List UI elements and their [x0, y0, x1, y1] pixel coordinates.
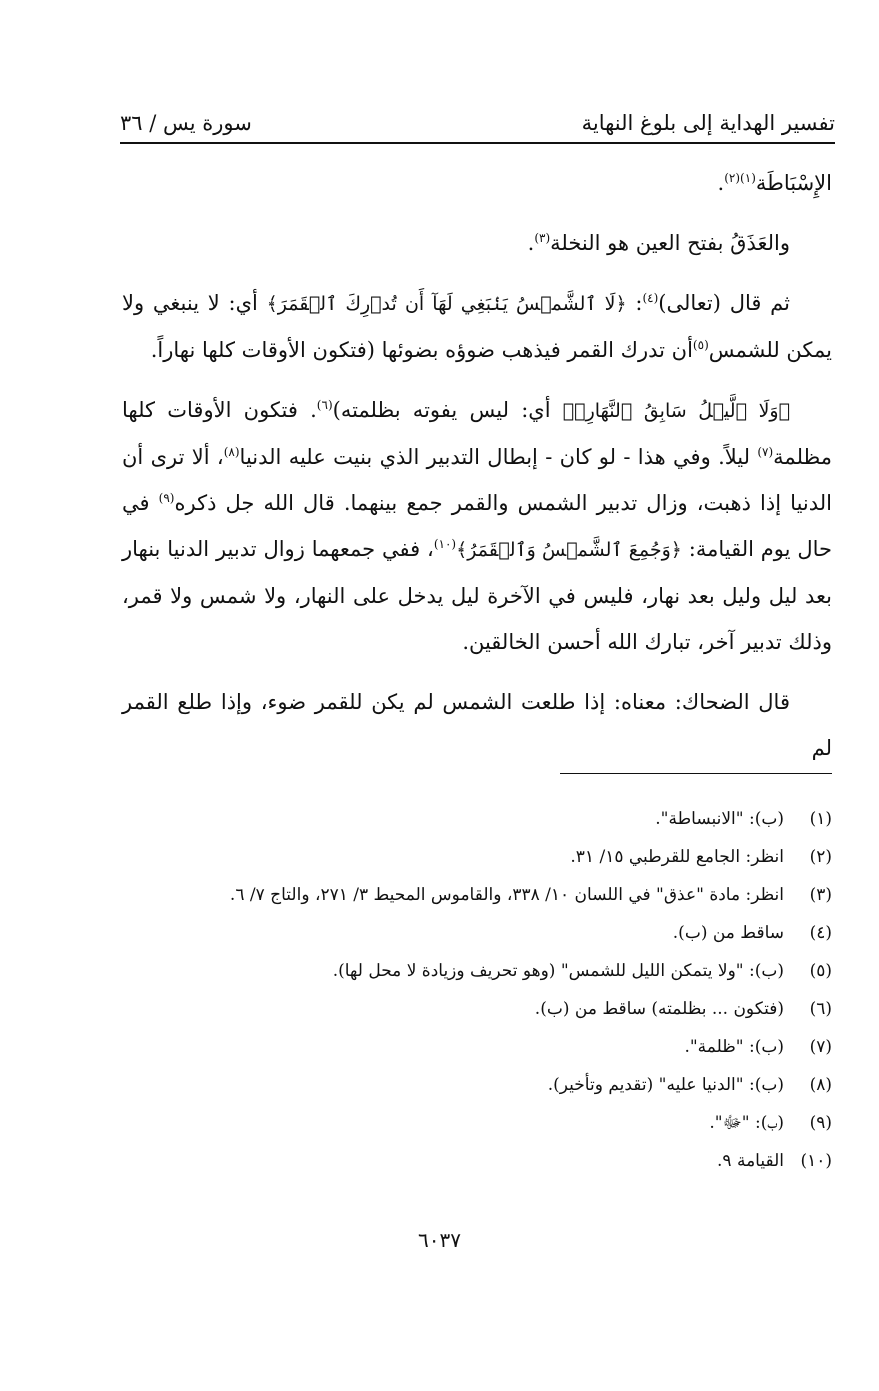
footnote-divider	[560, 773, 832, 774]
surah-page-label: سورة يس / ٣٦	[120, 111, 252, 135]
footnote-item	[142, 1066, 832, 1104]
footnote-item	[142, 800, 832, 838]
footnote-ref-1[interactable]: (١)	[740, 171, 756, 185]
footnote-item	[142, 1028, 832, 1066]
footnote-text: انظر: مادة "عذق" في اللسان ١٠/ ٣٣٨، والقاموس المحيط ٣/ ٢٧١، والتاج ٧/ ٦.	[229, 885, 784, 905]
book-title: تفسير الهداية إلى بلوغ النهاية	[581, 111, 835, 135]
footnote-text: (فتكون ... بظلمته) ساقط من (ب).	[534, 999, 784, 1019]
footnote-number: (٨)	[809, 1075, 832, 1095]
quran-verse: ﴿وَجُمِعَ ٱلشَّمۡسُ وَٱلۡقَمَرُ﴾	[456, 539, 682, 561]
quran-verse: ﴿وَلَا ٱلَّيۡلُ سَابِقُ ٱلنَّهَارِۚ﴾	[562, 400, 790, 422]
footnote-ref-4[interactable]: (٤)	[642, 291, 659, 305]
footnote-ref-6[interactable]: (٦)	[316, 398, 333, 412]
paragraph-3: ثم قال (تعالى)$^{(٤)}$: ﴿لَا ٱلشَّمۡسُ يَنۢبَغِي لَهَآ أَن تُدۡرِكَ ٱلۡقَمَرَ﴾ أي: لا ينبغي ولا يمكن للشمس$^{(٥)}$أن تدرك القمر فيذهب ضوؤه بضوئها (فتكون الأوقات كلها نهاراً.	[122, 291, 832, 362]
footnote-text: (ب): "ولا يتمكن الليل للشمس" (وهو تحريف وزيادة لا محل لها).	[332, 961, 784, 981]
footnote-text: (ب): "الدنيا عليه" (تقديم وتأخير).	[547, 1075, 784, 1095]
footnote-text: (ب): "الانبساطة".	[655, 809, 784, 829]
main-text	[122, 160, 832, 771]
footnote-text: ساقط من (ب).	[672, 923, 784, 943]
footnote-ref-9[interactable]: (٩)	[158, 491, 175, 505]
footnote-item	[142, 990, 832, 1028]
footnote-text: (ب): "ﷻ".	[709, 1113, 784, 1133]
header-divider	[120, 142, 835, 144]
footnote-number: (٣)	[809, 885, 832, 905]
footnotes-list	[142, 800, 832, 1180]
footnote-ref-3[interactable]: (٣)	[534, 231, 551, 245]
footnote-number: (٩)	[809, 1113, 832, 1133]
footnote-number: (٤)	[809, 923, 832, 943]
paragraph-1: الإِسْبَاطَة$^{(١)(٢)}$.	[717, 171, 832, 195]
footnote-text: القيامة ٩.	[717, 1151, 784, 1171]
page-number: ٦٠٣٧	[418, 1228, 461, 1252]
footnote-item	[142, 876, 832, 914]
footnote-number: (١)	[809, 809, 832, 829]
footnote-item	[142, 1104, 832, 1142]
footnote-item	[142, 952, 832, 990]
footnote-item	[142, 914, 832, 952]
footnote-number: (١٠)	[800, 1151, 832, 1171]
footnote-number: (٧)	[809, 1037, 832, 1057]
paragraph-4: ﴿وَلَا ٱلَّيۡلُ سَابِقُ ٱلنَّهَارِۚ﴾ أي: ليس يفوته بظلمته)$^{(٦)}$. فتكون الأوقات كلها مظلمة$^{(٧)}$ ليلاً. وفي هذا - لو كان - إبطال التدبير الذي بنيت عليه الدنيا$^{(٨)}$، ألا ترى أن الدنيا إذا ذهبت، وزال تدبير الشمس والقمر جمع بينهما. قال الله جل ذكره$^{(٩)}$ في حال يوم القيامة: ﴿وَجُمِعَ ٱلشَّمۡسُ وَٱلۡقَمَرُ﴾$^{(١٠)}$، ففي جمعهما زوال تدبير الدنيا بنهار بعد ليل وليل بعد نهار، فليس في الآخرة ليل يدخل على النهار، ولا شمس ولا قمر، وذلك تدبير آخر، تبارك الله أحسن الخالقين.	[122, 398, 833, 654]
running-header	[120, 98, 835, 134]
footnote-item	[142, 1142, 832, 1180]
footnote-ref-10[interactable]: (١٠)	[433, 537, 457, 551]
footnote-ref-7[interactable]: (٧)	[757, 445, 774, 459]
footnote-number: (٥)	[809, 961, 832, 981]
paragraph-2: والعَذَقُ بفتح العين هو النخلة$^{(٣)}$.	[527, 231, 790, 255]
footnote-text: (ب): "ظلمة".	[684, 1037, 784, 1057]
quran-verse: ﴿لَا ٱلشَّمۡسُ يَنۢبَغِي لَهَآ أَن تُدۡرِكَ ٱلۡقَمَرَ﴾	[266, 293, 627, 315]
paragraph-5: قال الضحاك: معناه: إذا طلعت الشمس لم يكن للقمر ضوء، وإذا طلع القمر لم	[122, 690, 832, 760]
footnote-item	[142, 838, 832, 876]
footnote-number: (٦)	[809, 999, 832, 1019]
footnote-ref-2[interactable]: (٢)	[724, 171, 741, 185]
footnote-text: انظر: الجامع للقرطبي ١٥/ ٣١.	[570, 847, 784, 867]
footnote-ref-5[interactable]: (٥)	[692, 338, 709, 352]
footnote-ref-8[interactable]: (٨)	[223, 445, 240, 459]
footnote-number: (٢)	[809, 847, 832, 867]
